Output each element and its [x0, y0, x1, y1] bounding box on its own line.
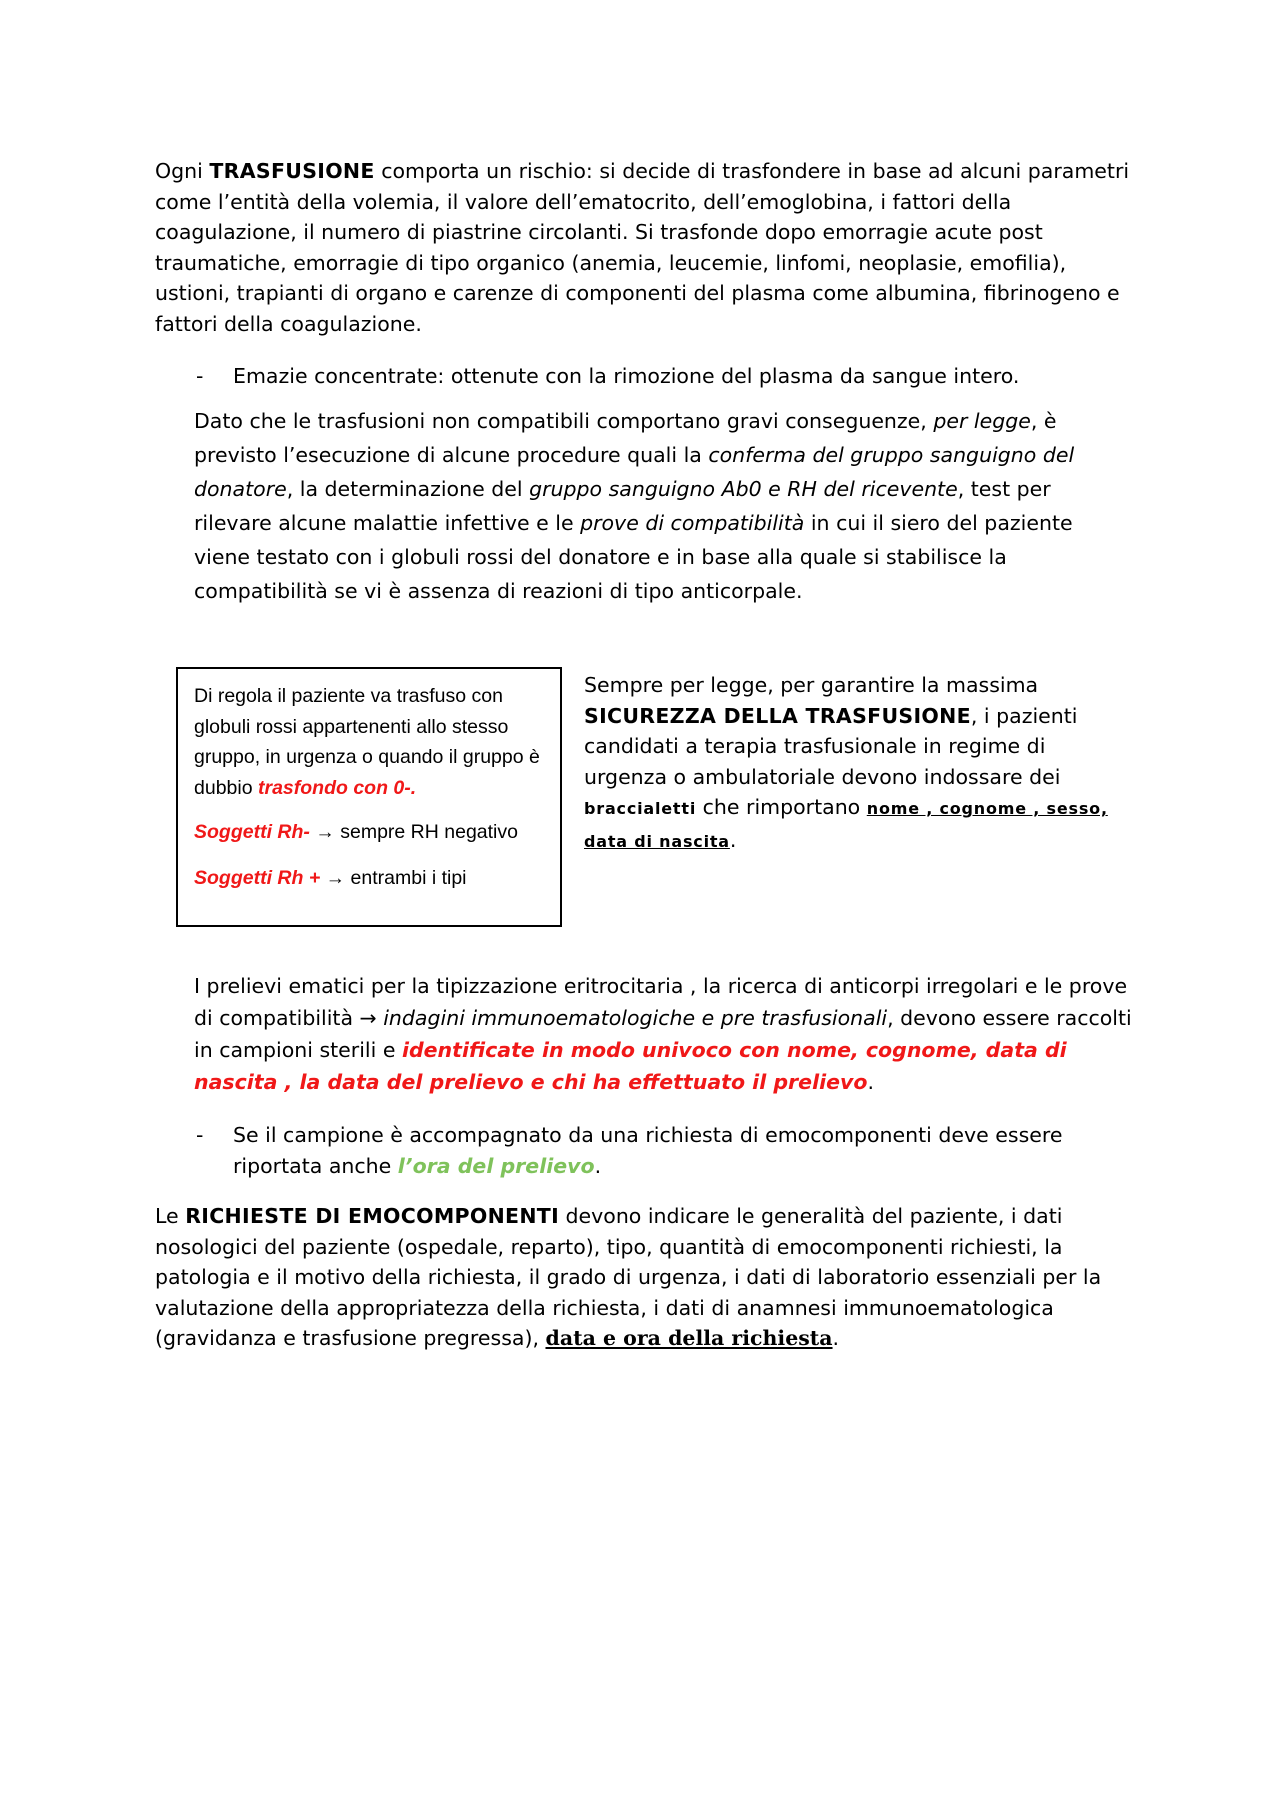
box-rh-positive	[194, 867, 467, 890]
bullet2-text-2: .	[594, 1153, 602, 1178]
p3-text-1: I prelievi ematici per la tipizzazione eritrocitaria , la ricerca di anticorpi irregolari e le prove di compatibilità →	[194, 974, 1128, 1030]
side-text-2: , i pazienti candidati a terapia trasfusionale in regime di urgenza o ambulatoriale devono indossare dei	[584, 703, 1078, 789]
side-text-3: che rimportano	[696, 795, 867, 819]
p2-text-3: , la determinazione del	[286, 477, 530, 501]
p3-red-identificate: identificate in modo univoco con nome, cognome, data di nascita , la data del prelievo e chi ha effettuato il prelievo	[194, 1038, 1067, 1094]
paragraph-sicurezza	[584, 670, 1114, 857]
p2-hand-prove: prove di compatibilità	[580, 511, 805, 535]
bullet-dash: -	[196, 364, 204, 388]
p2-text-4: , test per rilevare alcune malattie infettive e le	[194, 477, 1051, 535]
p3-hand-indagini: indagini immunoematologiche e pre trasfusionali	[383, 1006, 888, 1030]
box-text: Di regola il paziente va trasfuso con globuli rossi appartenenti allo stesso gruppo, in urgenza o quando il gruppo è dubbio	[194, 685, 540, 799]
p1-lead: Ogni	[155, 159, 210, 183]
rh-positive-text: → entrambi i tipi	[320, 867, 467, 889]
info-box-gruppo	[176, 667, 562, 927]
p4-text-2: .	[832, 1326, 840, 1350]
p2-hand-per-legge: per legge	[933, 409, 1031, 433]
p3-text-2: , devono essere raccolti in campioni sterili e	[194, 1006, 1132, 1062]
bullet2-green-ora: l’ora del prelievo	[397, 1153, 595, 1178]
side-fields: nome , cognome , sesso, data di nascita	[584, 799, 1108, 851]
bullet-campione	[233, 1120, 1113, 1181]
box-paragraph	[194, 681, 554, 803]
p1-rest: comporta un rischio: si decide di trasfondere in base ad alcuni parametri come l’entità della volemia, il valore dell’ematocrito, dell’emoglobina, i fattori della coagulazione, il numero di piastrine circolanti. Si trasfonde dopo emorragie acute post traumatiche, emorragie di tipo organico (anemia, leucemie, linfomi, neoplasie, emofilia), ustioni, trapianti di organo e carenze di componenti del plasma come albumina, fibrinogeno e fattori della coagulazione.	[155, 159, 1130, 336]
paragraph-prelievi	[194, 970, 1139, 1098]
keyword-sicurezza: SICUREZZA DELLA TRASFUSIONE	[584, 703, 971, 728]
box-rh-negative	[194, 821, 518, 844]
paragraph-trasfusione	[155, 156, 1135, 339]
rh-negative-text: → sempre RH negativo	[309, 821, 518, 843]
bullet1-text: Emazie concentrate: ottenute con la rimozione del plasma da sangue intero.	[233, 364, 1020, 388]
p4-text-1: devono indicare le generalità del paziente, i dati nosologici del paziente (ospedale, reparto), tipo, quantità di emocomponenti richiesti, la patologia e il motivo della richiesta, il grado di urgenza, i dati di laboratorio essenziali per la valutazione della appropriatezza della richiesta, i dati di anamnesi immunoematologica (gravidanza e trasfusione pregressa),	[155, 1204, 1102, 1350]
p4-lead: Le	[155, 1204, 186, 1228]
p2-hand-conferma: conferma del gruppo sanguigno del donatore	[194, 443, 1075, 501]
p3-text-3: .	[867, 1070, 874, 1094]
side-text-4: .	[729, 827, 737, 852]
paragraph-richieste	[155, 1201, 1135, 1354]
p2-hand-gruppo: gruppo sanguigno Ab0 e RH del ricevente	[529, 477, 958, 501]
rh-negative-label: Soggetti Rh-	[194, 821, 310, 843]
rh-positive-label: Soggetti Rh +	[194, 867, 321, 889]
p2-text-5: in cui il siero del paziente viene testato con i globuli rossi del donatore e in base alla quale si stabilisce la compatibilità se vi è assenza di reazioni di tipo anticorpale.	[194, 511, 1073, 603]
p4-underline-data-ora: data e ora della richiesta	[545, 1326, 833, 1350]
side-braccialetti: braccialetti	[584, 799, 697, 818]
box-red-trasfondo: trasfondo con 0-.	[257, 776, 417, 799]
keyword-richieste: RICHIESTE DI EMOCOMPONENTI	[185, 1204, 559, 1228]
bullet-emazie	[233, 361, 1133, 392]
p2-text-1: Dato che le trasfusioni non compatibili comportano gravi conseguenze,	[194, 409, 934, 433]
side-text-1: Sempre per legge, per garantire la massima	[584, 673, 1039, 697]
keyword-trasfusione: TRASFUSIONE	[209, 159, 375, 183]
bullet-dash-2: -	[196, 1123, 204, 1147]
p2-text-2: , è previsto l’esecuzione di alcune procedure quali la	[194, 409, 1057, 467]
paragraph-procedure	[194, 404, 1124, 608]
bullet2-text-1: Se il campione è accompagnato da una richiesta di emocomponenti deve essere riportata anche	[233, 1123, 1063, 1178]
